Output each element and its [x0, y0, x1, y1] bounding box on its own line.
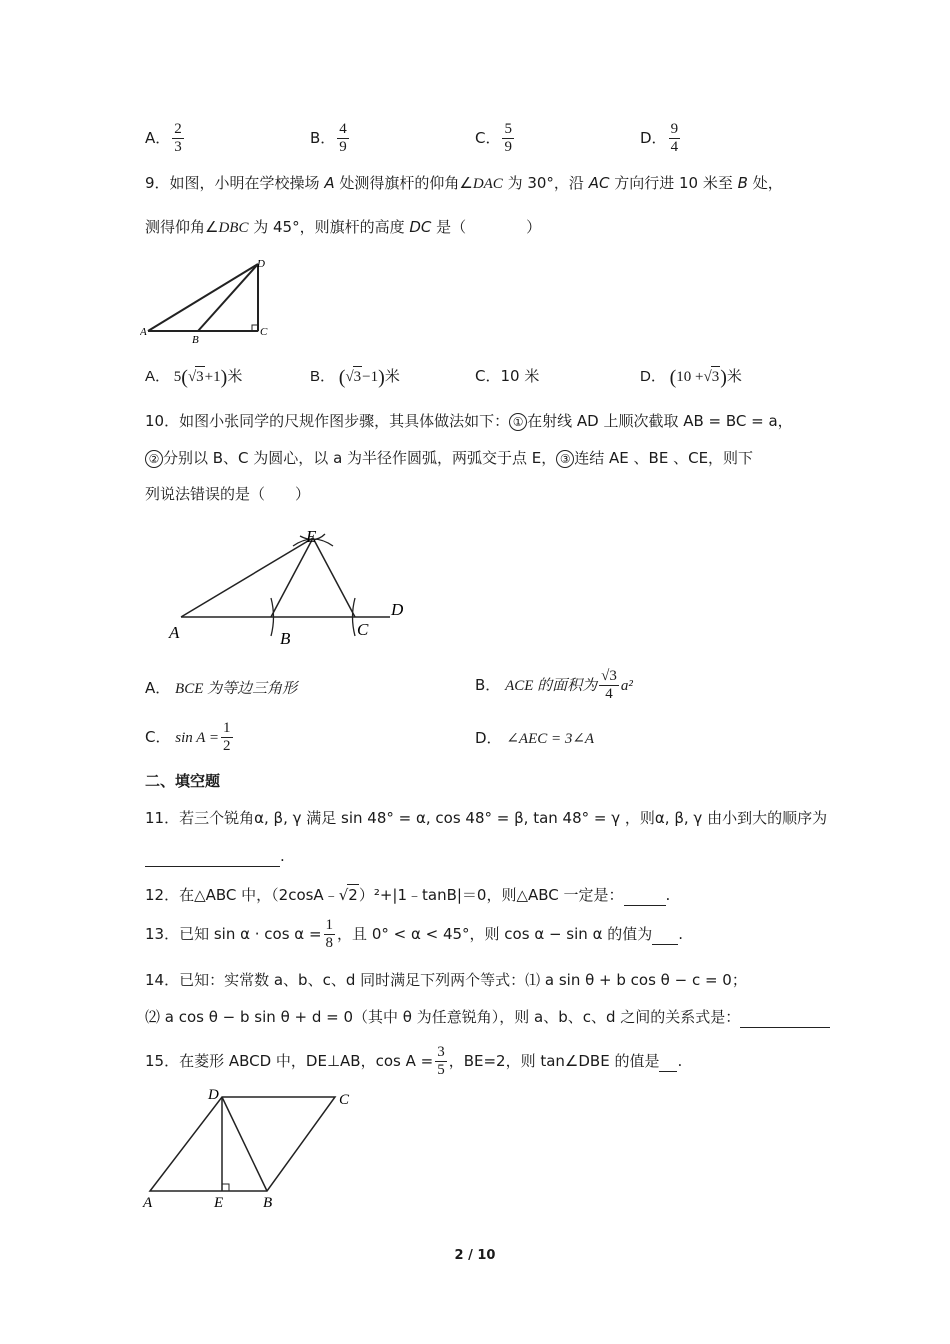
q9-option-a: A． 5(√3+1)米 — [145, 366, 243, 389]
q14-line-1: 14．已知：实常数 a、b、c、d 同时满足下列两个等式：⑴ a sin θ + b cos θ − c = 0； — [145, 971, 747, 989]
q9-option-d: D． (10 +√3)米 — [640, 366, 742, 389]
q9-figure — [140, 255, 280, 345]
q10-line-2: ② 分别以 B、C 为圆心，以 a 为半径作圆弧，两弧交于点 E， ③ 连结 AE 、BE 、CE，则下 — [145, 448, 753, 468]
q9-line-1: 9．如图，小明在学校操场 A 处测得旗杆的仰角∠DAC 为 30°，沿 AC 方向行进 10 米至 B 处， — [145, 174, 783, 192]
q11-line-2: . — [145, 846, 285, 867]
q8-option-c: C． $\frac{5}{9}$ — [475, 121, 512, 155]
q10-label-a: A — [169, 623, 180, 642]
q9-label-c: C — [260, 326, 268, 338]
q10-option-b: B． ACE 的面积为 $\frac{√3}{4}$ a² — [475, 668, 633, 702]
q15-label-a: A — [143, 1195, 153, 1211]
page-number: 2 / 10 — [454, 1248, 496, 1263]
q13-line: 13．已知 sin α · cos α = $\frac{1}{8}$ ，且 0° < α < 45°，则 cos α − sin α 的值为 . — [145, 917, 684, 951]
q14-line-2: ⑵ a cos θ − b sin θ + d = 0（其中 θ 为任意锐角），则 a、b、c、d 之间的关系式是： — [145, 1007, 830, 1028]
q10-option-a: A． BCE 为等边三角形 — [145, 679, 298, 697]
q10-line-3: 列说法错误的是（ ） — [145, 485, 311, 503]
q10-figure — [165, 520, 415, 650]
q15-label-c: C — [339, 1092, 350, 1108]
q8-option-b: B． $\frac{4}{9}$ — [310, 121, 347, 155]
q8-option-d: D． $\frac{9}{4}$ — [640, 121, 679, 155]
q10-line-1: 10．如图小张同学的尺规作图步骤，其具体做法如下： ① 在射线 AD 上顺次截取 AB = BC = a， — [145, 412, 793, 430]
q10-label-c: C — [357, 620, 369, 639]
q9-option-b: B． (√3−1)米 — [310, 366, 400, 389]
q12-line: 12．在△ABC 中，（2cosA﹣√2）²+|1﹣tanB|＝0，则△ABC 一定是： . — [145, 886, 671, 904]
section-2-title: 二、填空题 — [145, 772, 221, 790]
q15-label-d: D — [208, 1087, 219, 1103]
q9-line-2: 测得仰角∠DBC 为 45°，则旗杆的高度 DC 是（ ） — [145, 218, 542, 236]
q10-option-c: C． sin A = $\frac{1}{2}$ — [145, 720, 231, 754]
q15-label-b: B — [263, 1195, 273, 1211]
q11-line-1: 11．若三个锐角α, β, γ 满足 sin 48° = α, cos 48° = β, tan 48° = γ ，则α, β, γ 由小到大的顺序为 — [145, 809, 828, 827]
q9-option-c: C．10 米 — [475, 367, 540, 385]
q15-line: 15．在菱形 ABCD 中，DE⊥AB，cos A = $\frac{3}{5}$ ，BE=2，则 tan∠DBE 的值是 . — [145, 1044, 683, 1078]
q15-label-e: E — [214, 1195, 224, 1211]
q9-label-d: D — [257, 258, 265, 270]
q10-label-b: B — [280, 629, 291, 648]
q8-option-a: A． $\frac{2}{3}$ — [145, 121, 182, 155]
q10-label-e: E — [306, 527, 317, 546]
q10-label-d: D — [391, 600, 404, 619]
q9-label-a: A — [140, 326, 147, 338]
q10-option-d: D． ∠AEC = 3∠A — [475, 729, 595, 747]
q15-figure — [140, 1085, 370, 1215]
q9-label-b: B — [192, 334, 199, 345]
